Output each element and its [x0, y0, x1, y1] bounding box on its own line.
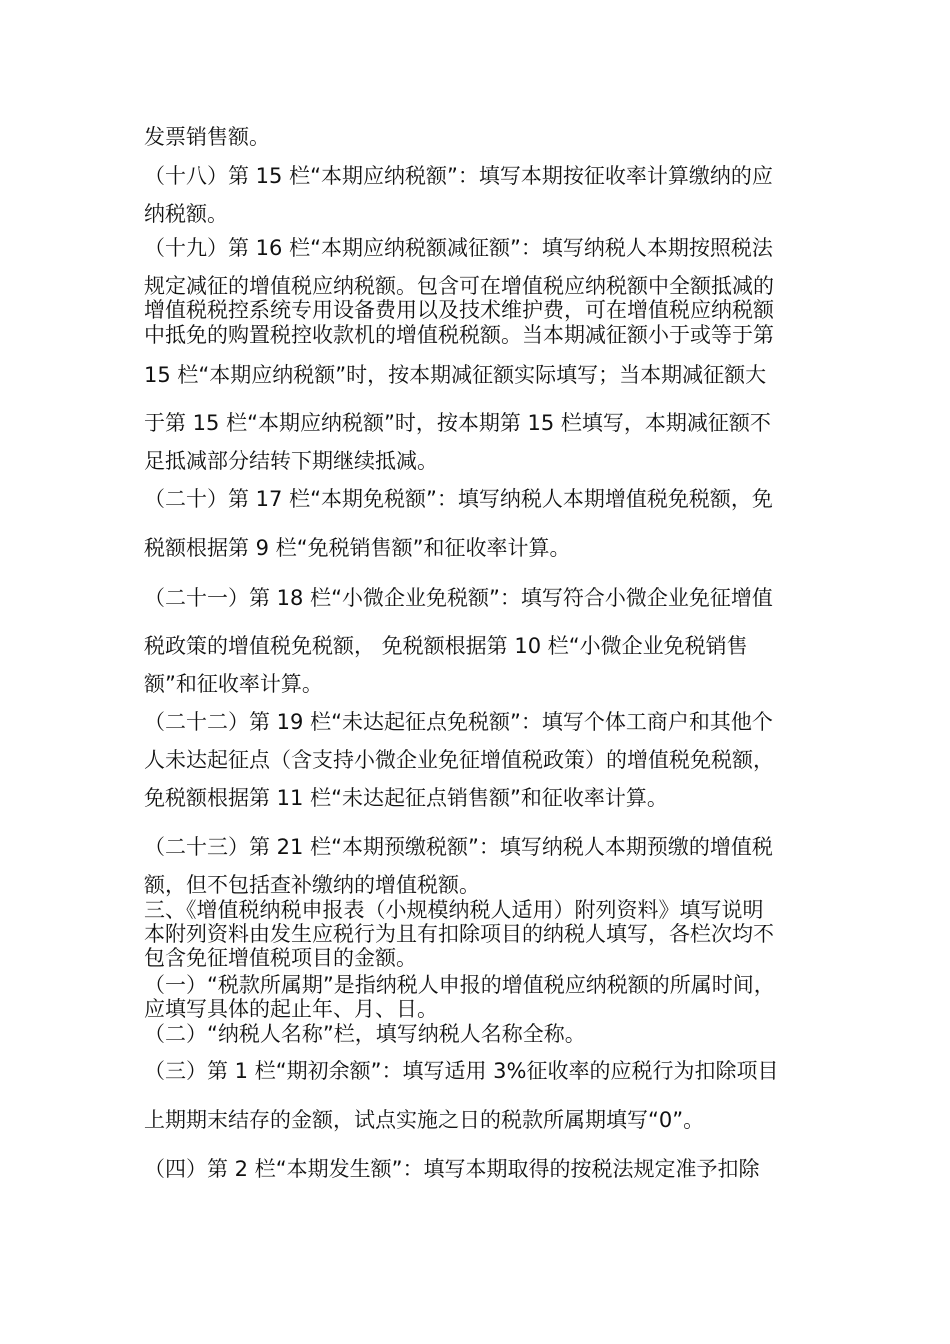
text-line: 增值税税控系统专用设备费用以及技术维护费，可在增值税应纳税额 [144, 298, 774, 322]
text-line: 额，但不包括查补缴纳的增值税额。 [144, 873, 480, 897]
text-line: （二十二）第 19 栏“未达起征点免税额”：填写个体工商户和其他个 [144, 710, 773, 734]
text-line: 人未达起征点（含支持小微企业免征增值税政策）的增值税免税额， [144, 748, 774, 772]
text-line: （二十三）第 21 栏“本期预缴税额”：填写纳税人本期预缴的增值税 [144, 835, 773, 859]
text-line: 税额根据第 9 栏“免税销售额”和征收率计算。 [144, 536, 571, 560]
text-line: （一）“税款所属期”是指纳税人申报的增值税应纳税额的所属时间， [144, 973, 775, 997]
text-line: 额”和征收率计算。 [144, 672, 323, 696]
text-line: 纳税额。 [144, 202, 228, 226]
text-line: （十八）第 15 栏“本期应纳税额”：填写本期按征收率计算缴纳的应 [144, 164, 773, 188]
text-line: 免税额根据第 11 栏“未达起征点销售额”和征收率计算。 [144, 786, 668, 810]
text-line: （二十一）第 18 栏“小微企业免税额”：填写符合小微企业免征增值 [144, 586, 773, 610]
text-line: （三）第 1 栏“期初余额”：填写适用 3%征收率的应税行为扣除项目 [144, 1059, 779, 1083]
text-line: 足抵减部分结转下期继续抵减。 [144, 449, 438, 473]
text-line: （二十）第 17 栏“本期免税额”：填写纳税人本期增值税免税额，免 [144, 487, 773, 511]
text-line: 本附列资料由发生应税行为且有扣除项目的纳税人填写，各栏次均不 [144, 922, 774, 946]
text-line: 发票销售额。 [144, 125, 270, 149]
text-line: 包含免征增值税项目的金额。 [144, 946, 417, 970]
text-line: 应填写具体的起止年、月、日。 [144, 997, 438, 1021]
text-line: 15 栏“本期应纳税额”时，按本期减征额实际填写；当本期减征额大 [144, 363, 767, 387]
text-line: （四）第 2 栏“本期发生额”：填写本期取得的按税法规定准予扣除 [144, 1157, 760, 1181]
text-line: 于第 15 栏“本期应纳税额”时，按本期第 15 栏填写，本期减征额不 [144, 411, 771, 435]
text-line: 中抵免的购置税控收款机的增值税税额。当本期减征额小于或等于第 [144, 323, 774, 347]
text-line: 上期期末结存的金额，试点实施之日的税款所属期填写“0”。 [144, 1108, 705, 1132]
text-line: （二）“纳税人名称”栏，填写纳税人名称全称。 [144, 1022, 586, 1046]
section-heading: 三、《增值税纳税申报表（小规模纳税人适用）附列资料》填写说明 [144, 898, 764, 922]
text-line: 规定减征的增值税应纳税额。包含可在增值税应纳税额中全额抵减的 [144, 274, 774, 298]
text-line: 税政策的增值税免税额， 免税额根据第 10 栏“小微企业免税销售 [144, 634, 748, 658]
text-line: （十九）第 16 栏“本期应纳税额减征额”：填写纳税人本期按照税法 [144, 236, 773, 260]
